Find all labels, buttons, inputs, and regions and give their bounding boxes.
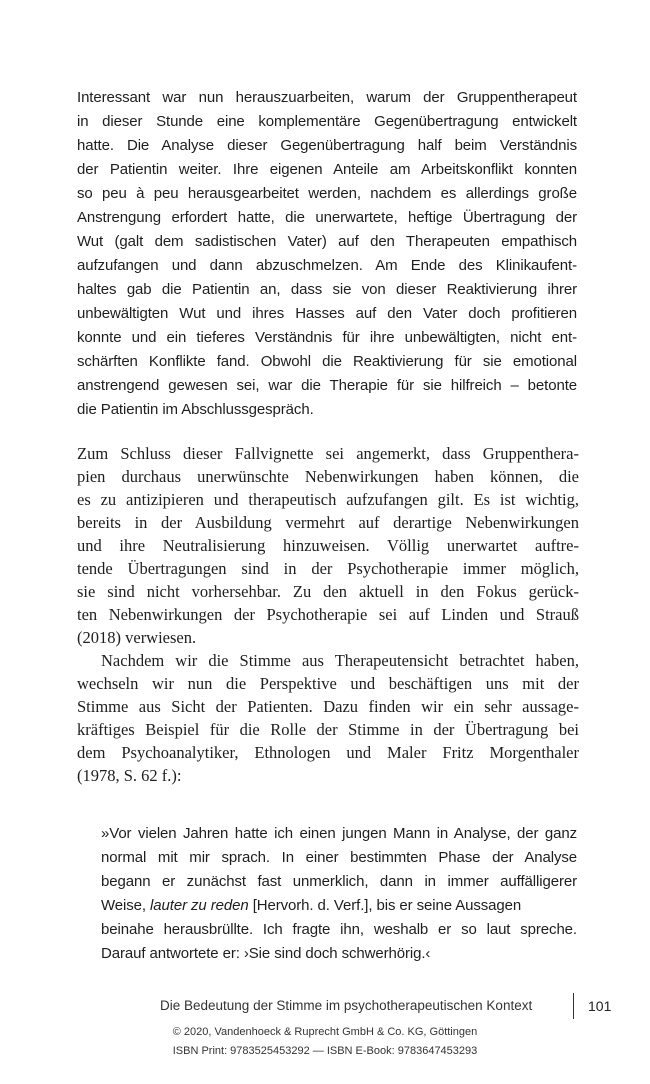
- quote-line: beinahe herausbrüllte. Ich fragte ihn, weshalb er so laut spreche.: [101, 921, 577, 938]
- text-line: anstrengend gewesen sei, war die Therapie für sie hilfreich – betonte: [77, 377, 577, 394]
- text-line: der Patientin weiter. Ihre eigenen Anteile am Arbeitskonflikt konnten: [77, 161, 577, 178]
- quote-line: Darauf antwortete er: ›Sie sind doch schwerhörig.‹: [101, 945, 431, 962]
- running-footer-title: Die Bedeutung der Stimme im psychotherapeutischen Kontext: [160, 998, 533, 1013]
- text-line: tende Übertragungen sind in der Psychotherapie immer möglich,: [77, 559, 579, 578]
- text-line: pien durchaus unerwünschte Nebenwirkungen haben können, die: [77, 467, 579, 486]
- quote-line: begann er zunächst fast unmerklich, dann in immer auffälligerer: [101, 873, 577, 890]
- case-discussion-paragraph: [77, 86, 577, 422]
- body-text-serif: [77, 442, 579, 787]
- text-line: Zum Schluss dieser Fallvignette sei angemerkt, dass Gruppenthera-: [77, 444, 579, 463]
- text-line: Anstrengung erfordert hatte, die unerwartete, heftige Übertragung der: [77, 209, 577, 226]
- text-line: dem Psychoanalytiker, Ethnologen und Maler Fritz Morgenthaler: [77, 743, 579, 762]
- text-line: bereits in der Ausbildung vermehrt auf derartige Nebenwirkungen: [77, 513, 579, 532]
- text-line: hatte. Die Analyse dieser Gegenübertragung half beim Verständnis: [77, 137, 577, 154]
- text-line: schärften Konflikte fand. Obwohl die Reaktivierung für sie emotional: [77, 353, 577, 370]
- quote-line: [101, 894, 577, 918]
- text-line: die Patientin im Abschlussgespräch.: [77, 401, 314, 418]
- patient-perspective-paragraph: [77, 649, 579, 787]
- text-line: kräftiges Beispiel für die Rolle der Stimme in der Übertragung bei: [77, 720, 579, 739]
- text-line: Stimme aus Sicht der Patienten. Dazu finden wir ein sehr aussage-: [77, 697, 579, 716]
- text-line: unbewältigten Wut und ihres Hasses auf den Vater doch profitieren: [77, 305, 577, 322]
- text-line: Wut (galt dem sadistischen Vater) auf den Therapeuten empathisch: [77, 233, 577, 250]
- text-line: in dieser Stunde eine komplementäre Gegenübertragung entwickelt: [77, 113, 577, 130]
- text-line: und ihre Neutralisierung hinzuweisen. Völlig unerwartet auftre-: [77, 536, 579, 555]
- quote-emphasis: lauter zu reden: [150, 897, 249, 914]
- text-line: konnte und ein tieferes Verständnis für ihre unbewältigten, nicht ent-: [77, 329, 577, 346]
- side-effects-paragraph: [77, 442, 579, 649]
- text-line: (2018) verwiesen.: [77, 628, 197, 647]
- text-line: haltes gab die Patientin an, dass sie von dieser Reaktivierung ihrer: [77, 281, 577, 298]
- footer-divider: [573, 993, 574, 1019]
- text-line: wechseln wir nun die Perspektive und beschäftigen uns mit der: [77, 674, 579, 693]
- quote-text: Weise,: [101, 897, 151, 914]
- quote-line: normal mit mir sprach. In einer bestimmten Phase der Analyse: [101, 849, 577, 866]
- text-line: es zu antizipieren und therapeutisch aufzufangen gilt. Es ist wichtig,: [77, 490, 579, 509]
- quote-line: »Vor vielen Jahren hatte ich einen jungen Mann in Analyse, der ganz: [101, 825, 577, 842]
- copyright-notice: © 2020, Vandenhoeck & Ruprecht GmbH & Co. KG, Göttingen: [172, 1026, 478, 1038]
- text-line: Nachdem wir die Stimme aus Therapeutensicht betrachtet haben,: [101, 651, 579, 670]
- text-line: Interessant war nun herauszuarbeiten, warum der Gruppentherapeut: [77, 89, 577, 106]
- block-quote: [101, 822, 577, 966]
- isbn-notice: ISBN Print: 9783525453292 — ISBN E-Book: 9783647453293: [172, 1045, 478, 1057]
- quote-text: [Hervorh. d. Verf.], bis er seine Aussagen: [248, 897, 522, 914]
- text-line: aufzufangen und dann abzuschmelzen. Am Ende des Klinikaufent-: [77, 257, 577, 274]
- page-number: 101: [588, 998, 612, 1014]
- text-line: so peu à peu herausgearbeitet werden, nachdem es allerdings große: [77, 185, 577, 202]
- text-line: sie sind nicht vorhersehbar. Zu den aktuell in den Fokus gerück-: [77, 582, 579, 601]
- text-line: ten Nebenwirkungen der Psychotherapie sei auf Linden und Strauß: [77, 605, 579, 624]
- text-line: (1978, S. 62 f.):: [77, 766, 182, 785]
